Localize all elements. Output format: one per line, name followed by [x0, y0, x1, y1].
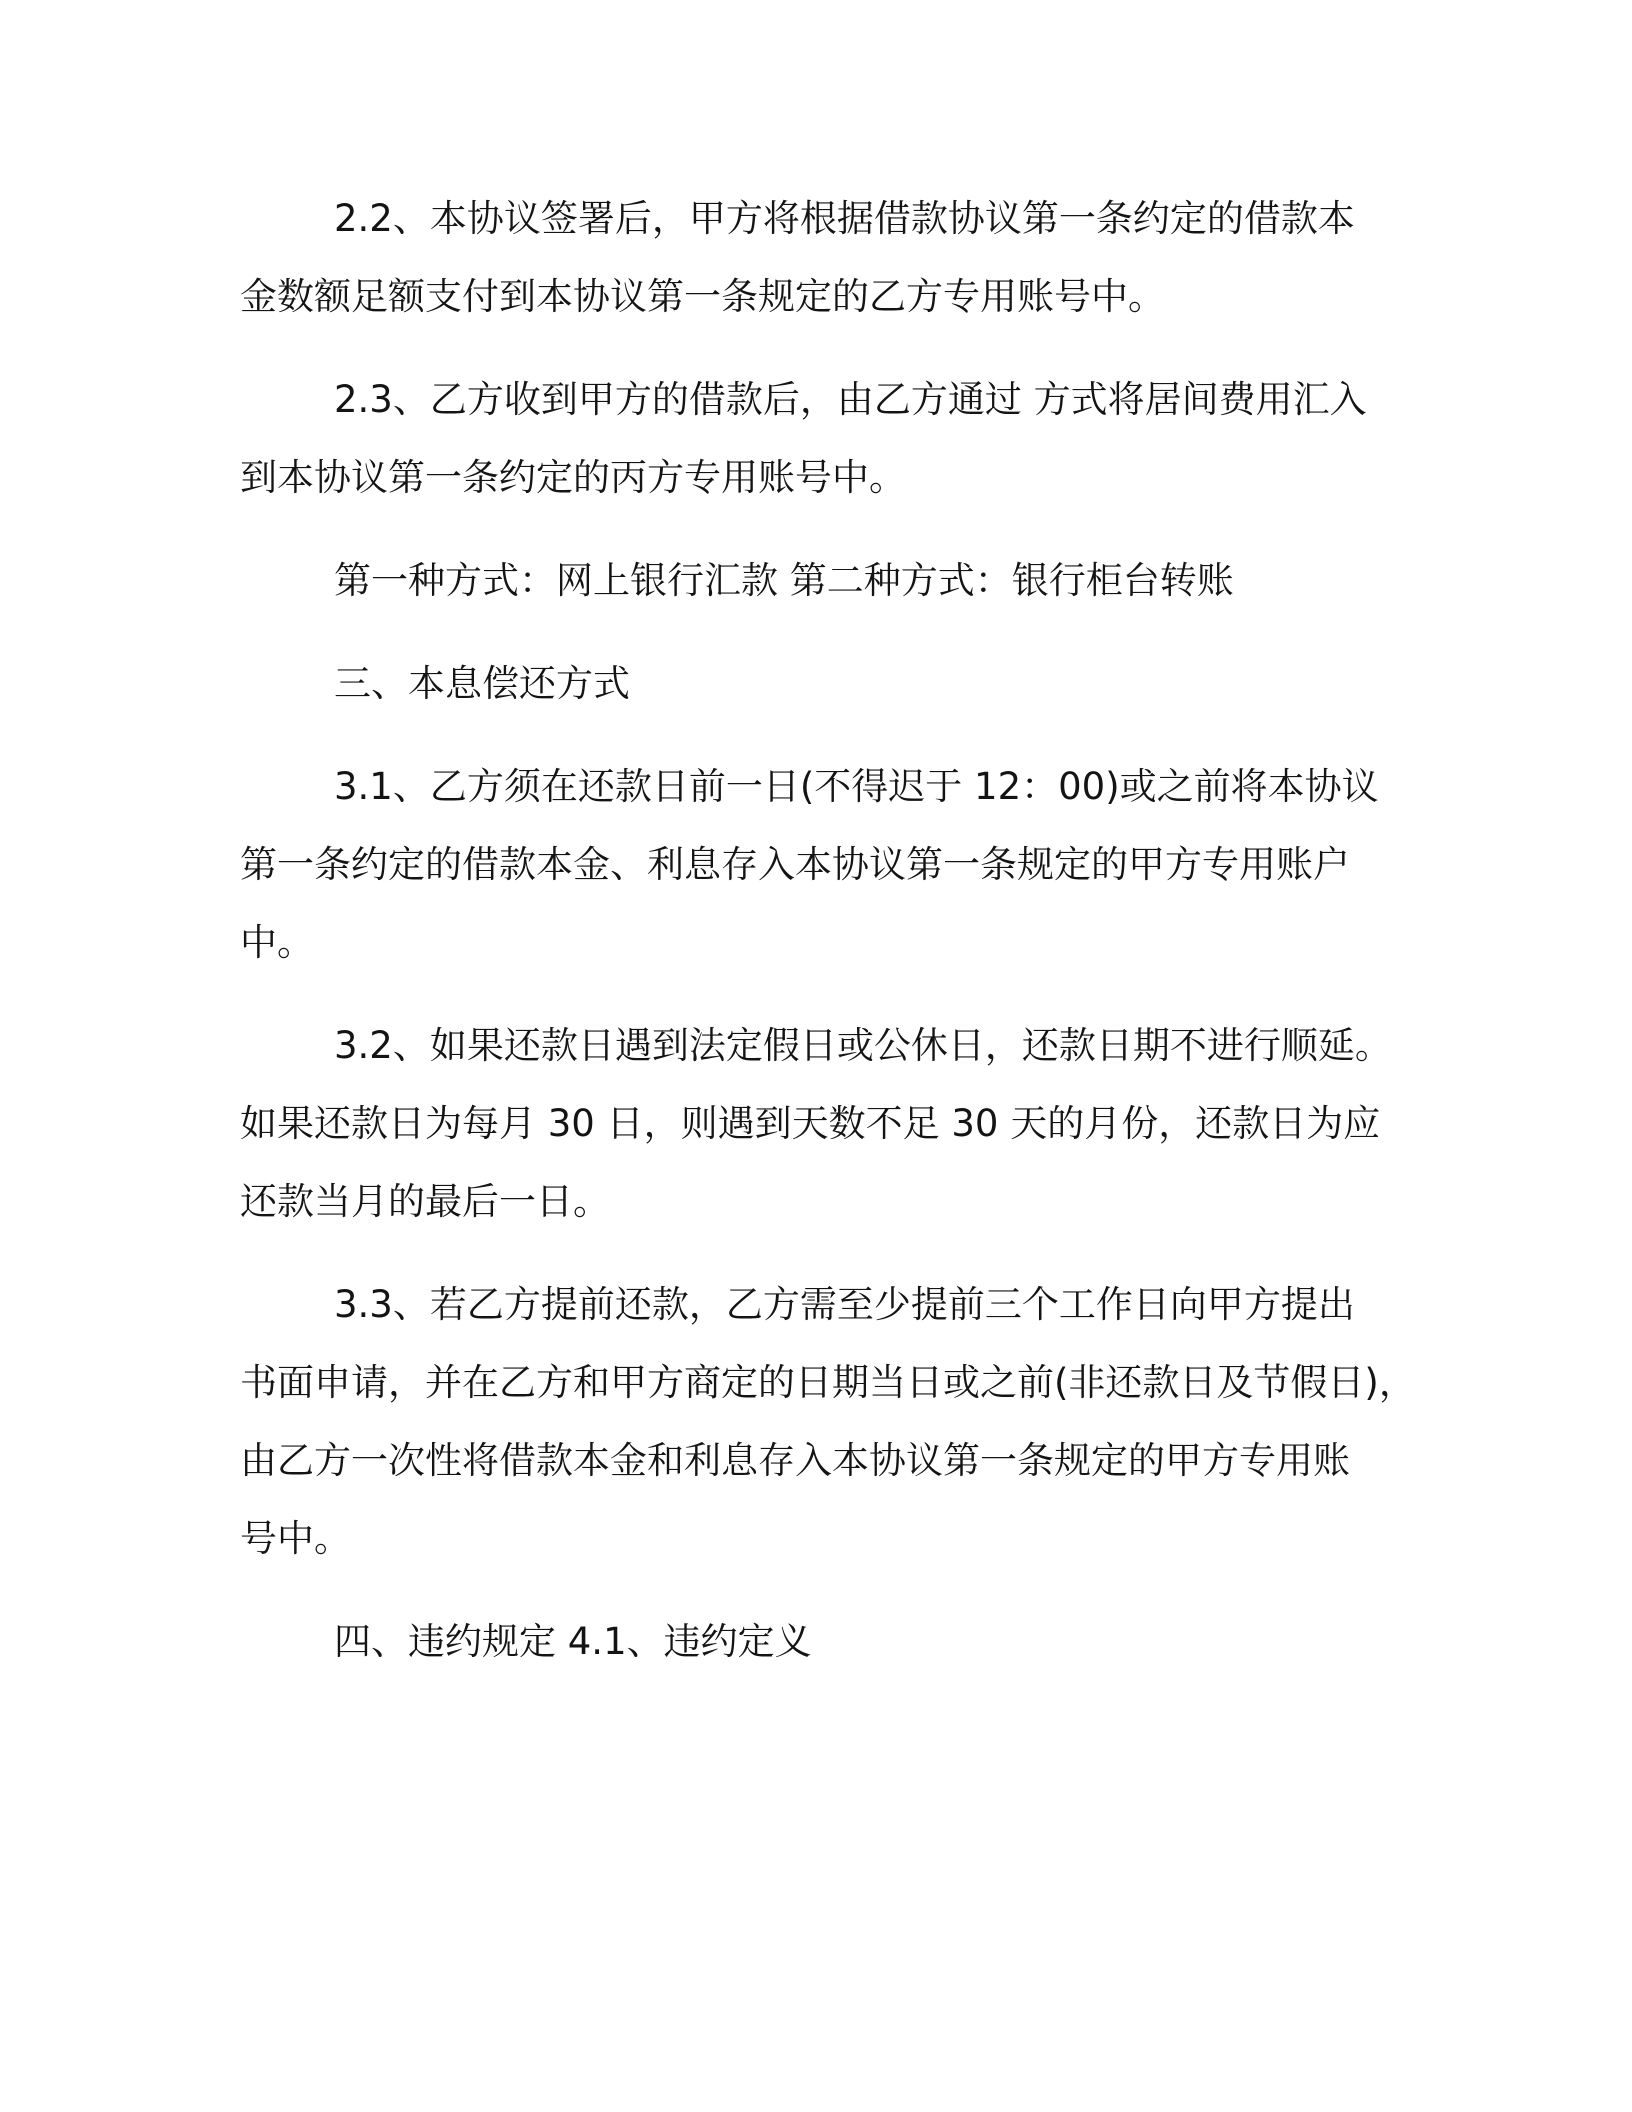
clause-3-1	[240, 748, 1410, 982]
text-line: 2.3、乙方收到甲方的借款后，由乙方通过 方式将居间费用汇入	[334, 378, 1367, 421]
text-line: 第一条约定的借款本金、利息存入本协议第一条规定的甲方专用账户	[240, 843, 1350, 886]
text-line: 3.1、乙方须在还款日前一日(不得迟于 12：00)或之前将本协议	[334, 765, 1379, 808]
text-line: 3.3、若乙方提前还款，乙方需至少提前三个工作日向甲方提出	[334, 1283, 1355, 1326]
text-line: 3.2、如果还款日遇到法定假日或公休日，还款日期不进行顺延。	[334, 1024, 1392, 1067]
clause-3-2	[240, 1007, 1410, 1241]
text-line: 金数额足额支付到本协议第一条规定的乙方专用账号中。	[240, 275, 1165, 318]
text-line: 如果还款日为每月 30 日，则遇到天数不足 30 天的月份，还款日为应	[240, 1102, 1381, 1145]
section-heading-3	[240, 645, 1410, 723]
text-line: 号中。	[240, 1517, 351, 1560]
text-line: 四、违约规定 4.1、违约定义	[334, 1620, 812, 1663]
clause-3-3	[240, 1266, 1416, 1578]
clause-2-2	[240, 180, 1410, 336]
text-line: 第一种方式：网上银行汇款 第二种方式：银行柜台转账	[334, 559, 1234, 602]
text-line: 到本协议第一条约定的丙方专用账号中。	[240, 456, 906, 499]
section-heading-4	[240, 1603, 1410, 1681]
text-line: 2.2、本协议签署后，甲方将根据借款协议第一条约定的借款本	[334, 197, 1355, 240]
text-line: 还款当月的最后一日。	[240, 1180, 610, 1223]
clause-2-3	[240, 361, 1410, 517]
text-line: 中。	[240, 921, 314, 964]
document-body	[240, 180, 1416, 1706]
text-line: 由乙方一次性将借款本金和利息存入本协议第一条规定的甲方专用账	[240, 1439, 1350, 1482]
text-line: 三、本息偿还方式	[334, 662, 630, 705]
text-line: 书面申请，并在乙方和甲方商定的日期当日或之前(非还款日及节假日)，	[240, 1361, 1416, 1404]
payment-methods	[240, 542, 1410, 620]
